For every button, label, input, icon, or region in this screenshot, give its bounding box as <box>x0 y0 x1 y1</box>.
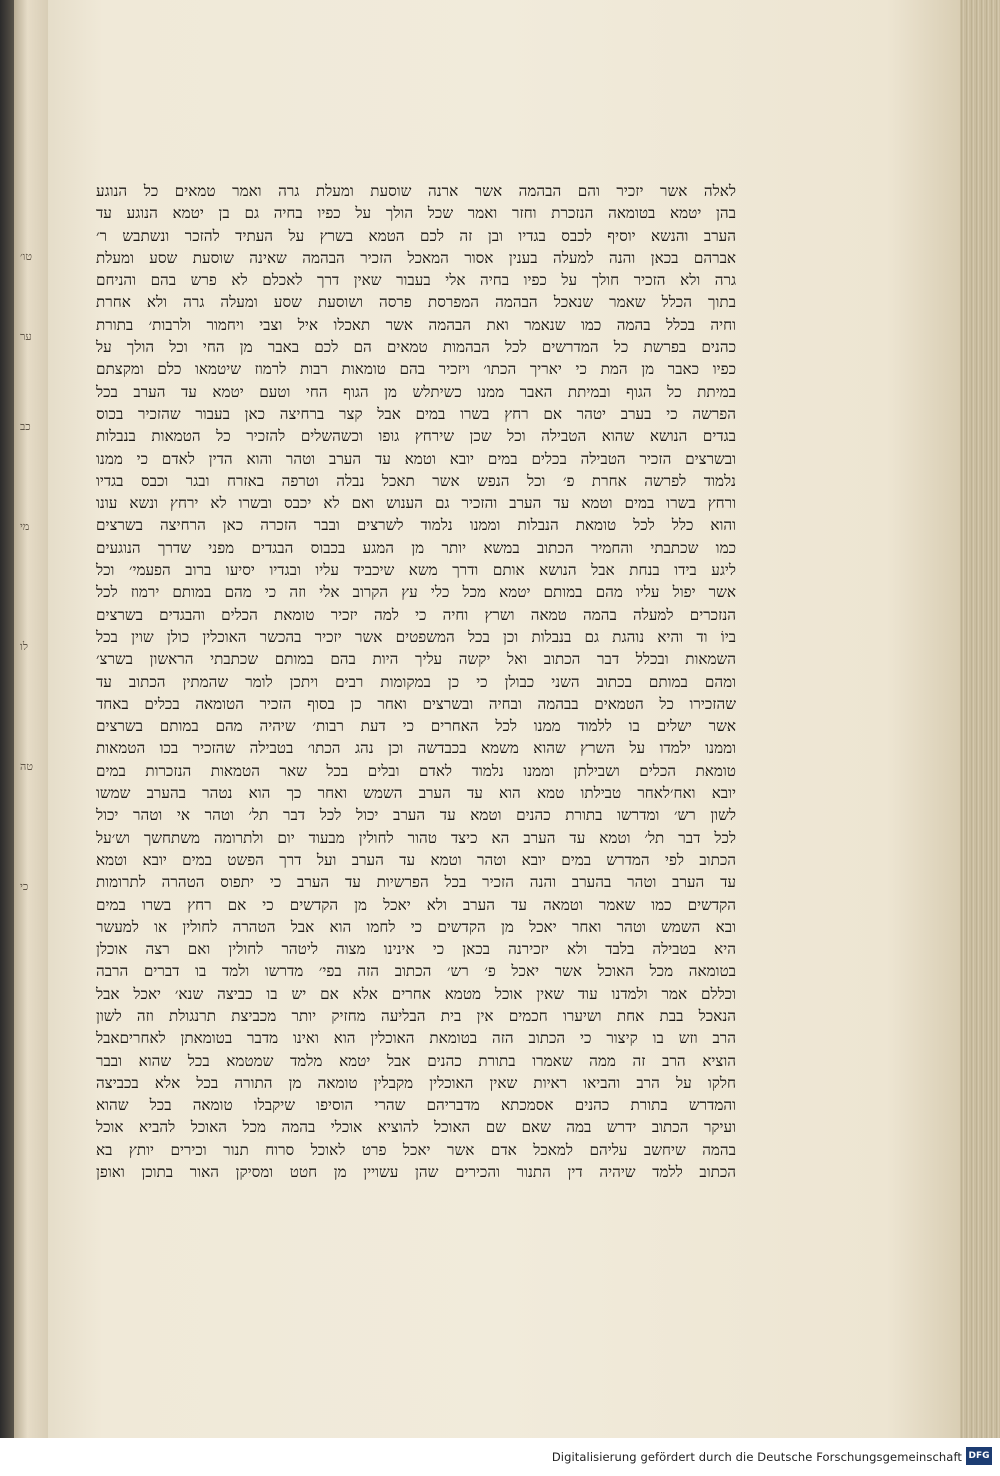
text-line: ובשרצים הזכיר הטבילה בכלים במים יובא וטמא עד הערב וטהר והוא הדין לאדם כי ממנו <box>96 449 736 468</box>
text-line: והוא כלל לכל טומאת הנבלות וממנו נלמוד לשרצים ובבר הזכרה כאן הרחיצה בשרצים <box>96 516 736 535</box>
text-line: הכתוב ללמד שיהיה דין התנור והכירים שהן עשויין מן חטט ומסיקן האור בתוכן ואופן <box>96 1163 736 1182</box>
margin-fragment: כי <box>20 880 29 893</box>
text-line: כפיו כאבר מן המת כי יאריך הכתו׳ ויזכיר בהם טומאות רבות לרמוז שיטמאו כלם ומקצתם <box>96 360 736 379</box>
text-line: ליגע בידו בנחת אבל הנושא אותם ודרך משא שיכביד עליו ובגדיו יסיעו ברוב הפעמי׳ וכל <box>96 561 736 580</box>
text-line: נלמוד לפרשה אחרת פ׳ וכל הנפש אשר תאכל נבלה וטרפה באזרח ובגר וכבס בגדיו <box>96 471 736 490</box>
text-line: וחיה בכלל בהמה כמו שנאמר ואת הבהמה אשר תאכלו איל וצבי ויחמור ולרבות׳ בתורת <box>96 315 736 334</box>
text-line: הרב וזש בו קיצור כי הכתוב הזה בטומאת האוכלין הוא ואינו מדבר בטומאתן לאחריםאבל <box>96 1029 736 1048</box>
text-line: ובא השמש וטהר ואחר יאכל מן הקדשים כי לחמו הוא אבל הטהרה לחולין או למעשר <box>96 917 736 936</box>
text-line: ועיקר הכתוב ידרש במה שאם שם האוכל להוציא אוכלי בהמה מכל האוכל להביא אוכל <box>96 1118 736 1137</box>
margin-fragment: לו <box>20 640 28 653</box>
facing-page-edge <box>14 0 48 1476</box>
text-line: עד הערב וטהר בהערב והנה הזכיר בכל הפרשיות עד הערב כי יתפוס הטהרה לתרומות <box>96 873 736 892</box>
text-line: במיתת כל הגוף ובמיתת האבר ממנו כשיתלש מן הגוף החי וטעם יטמא עד הערב בכל <box>96 382 736 401</box>
text-line: היא בטבילה בלבד ולא יזכירנה בכאן כי אינינו מצוה ליטהר לחולין ואם רצה אוכלן <box>96 940 736 959</box>
text-line: הנאכל בבת אחת ושיערו חכמים אין בית הבליעה מחזיק יותר מכביצת תרנגולת וזה לשון <box>96 1006 736 1025</box>
text-line: כמו שכתבתי והחמיר הכתוב במשא יותר מן המגע בכבוס הבגדים מפני שדרך הנוגעים <box>96 538 736 557</box>
book-spine-shadow <box>0 0 14 1476</box>
text-line: הוציא הרב זה ממה שאמרו בתורת כהנים אבל יטמא מלמד שמטמא בכל שהוא ובבר <box>96 1051 736 1070</box>
text-line: אשר יפול עליו מהם במותם יטמא מכל כלי עץ הקרוב אלי וזה כי מהם במותם ירמוז לכל <box>96 583 736 602</box>
margin-fragment: ער <box>20 330 32 343</box>
text-line: הכתוב לפי המדרש במים יובא וטהר וטמא עד הערב ועל דרך הפשט במים יובא וטמא <box>96 850 736 869</box>
margin-fragment: מי <box>20 520 30 533</box>
text-line: לאלה אשר יזכיר והם הבהמה אשר ארנה שוסעת ומעלת גרה ואמר טמאים כל הנוגע <box>96 182 736 200</box>
text-line: טומאת הכלים ושבילתן וממנו נלמוד לאדם ובלים בכל שאר הטמאות הנזכרות במים <box>96 761 736 780</box>
text-line: הנזכרים למעלה בהמה טמאה ושרץ וחיה כי למה יזכיר טומאת הכלים והבגדים בשרצים <box>96 605 736 624</box>
dfg-logo: DFG <box>966 1447 992 1465</box>
text-line: בהן יטמא בטומאה הנזכרת וחזר ואמר שכל הולך על כפיו בחיה גם בן יטמא הנוגע עד <box>96 204 736 223</box>
text-line: והמדרש בתורת כהנים אסמכתא מדבריהם שהרי הוסיפו שיקבלו טומאה בכל שהוא <box>96 1096 736 1115</box>
text-line: כהנים בפרשת כל המדרשים לכל הבהמות טמאים הם לכם באבר מן החי וכל הולך על <box>96 338 736 357</box>
text-line: אשר ישלים בו ללמוד ממנו לכל האחרים כי דעת רבות׳ שיהיה מהם במותם בשרצים <box>96 717 736 736</box>
text-line: בגדים הנושא שהוא הטבילה וכל שכן שירחץ גופו וכשהשלים להזכיר כל הטמאות בנבלות <box>96 427 736 446</box>
text-line: בתוך הכלל שאמר שנאכל הבהמה המפרסת פרסה ושוסעת שסע ומעלה גרה ולא אחרת <box>96 293 736 312</box>
text-line: שהזכירו כל הטמאים בבהמה ובחיה ובשרצים ואחר כן בסוף הזכיר הטומאה בכלים באחד <box>96 694 736 713</box>
text-line: חלקו על הרב והביאו ראיות שאין האוכלין מקבלין טומאה מן התורה בכל אלא בכביצה <box>96 1073 736 1092</box>
text-line: הערב והנשא יוסיף לכבס בגדיו ובן זה לכם הטמא בשרץ על העתיד להזכר ונשתבש ר׳ <box>96 226 736 245</box>
hebrew-text-column <box>96 180 736 1183</box>
text-line: יובא ואח׳לאחר טבילתו טמא הוא עד הערב השמש ואחר כך הוא נטהר בהערב שמשו <box>96 784 736 803</box>
text-line: ורחץ בשרו במים וטמא עד הערב והזכיר גם הענוש ואם לא יכבס ובשרו לא ירחץ ונשא עונו <box>96 494 736 513</box>
page-stack-edge <box>960 0 1000 1438</box>
text-line: בטומאה מכל האוכל אשר יאכל פ׳ רש׳ הכתוב הזה בפי׳ מדרשו ולמד בו דברים הרבה <box>96 962 736 981</box>
text-line: ביוֹ וד והיא נוהגת גם בנבלות וכן בכל המשפטים אשר יזכיר בהכשר האוכלין כולן שוין בכל <box>96 627 736 646</box>
text-line: בהמה שיחשב עליהם למאכל אדם אשר יאכל פרט לאוכל סרוח תנור וכירים יותץ בא <box>96 1140 736 1159</box>
text-line: אברהם בכאן והנה למעלה בענין אסור המאכל הזכיר הבהמה שאינה שוסעת שסע ומעלת <box>96 248 736 267</box>
margin-fragment: כב <box>20 420 31 433</box>
text-line: הפרשה כי בערב יטהר אם רחץ בשרו במים אבל קצר ברחיצה כאן בעבור שהזכיר בכוס <box>96 404 736 423</box>
text-line: השמאות ובכלל דבר הכתוב ואל יקשה עליך היות בהם במותם שכתבתי הראשון בשרצ׳ <box>96 650 736 669</box>
text-line: גרה ולא הזכיר חולך על כפיו בחיה אלי בעבור שאין דרך לאכלם לא פרש בהם והניחם <box>96 271 736 290</box>
text-line: ומהם במותם בכתוב השני כבולן כי כן במקומות רבים ויתכן לומר שהמתין הכתוב עד <box>96 672 736 691</box>
margin-fragment: טה <box>20 760 33 773</box>
text-line: וממנו ילמדו על השרץ שהוא משמא בכבדשה וכן נהג הכתו׳ בטבילה שהזכיר בכו הטמאות <box>96 739 736 758</box>
text-line: וכללם אמר ולמדנו עוד שאין אוכל מטמא אחרים אלא אם יש בו כביצה שנא׳ יאכל אבל <box>96 984 736 1003</box>
text-line: לכל דבר תל׳ וטמא עד הערב הא כיצד טהור לחולין מבעוד יום ולתרומה משתחשך וש׳על <box>96 828 736 847</box>
text-line: לשון רש׳ ומדרשו בתורת כהנים וטמא עד הערב יכול לכל דבר תל׳ וטהר אי וטהר יכול <box>96 806 736 825</box>
text-line: הקדשים כמו שאמר וטמאה עד הערב ולא יאכל מן הקדשים כי אם רחץ בשרו במים <box>96 895 736 914</box>
digitization-credit: Digitalisierung gefördert durch die Deutsche Forschungsgemeinschaft <box>551 1450 962 1464</box>
margin-fragment: טו׳ <box>20 250 32 263</box>
